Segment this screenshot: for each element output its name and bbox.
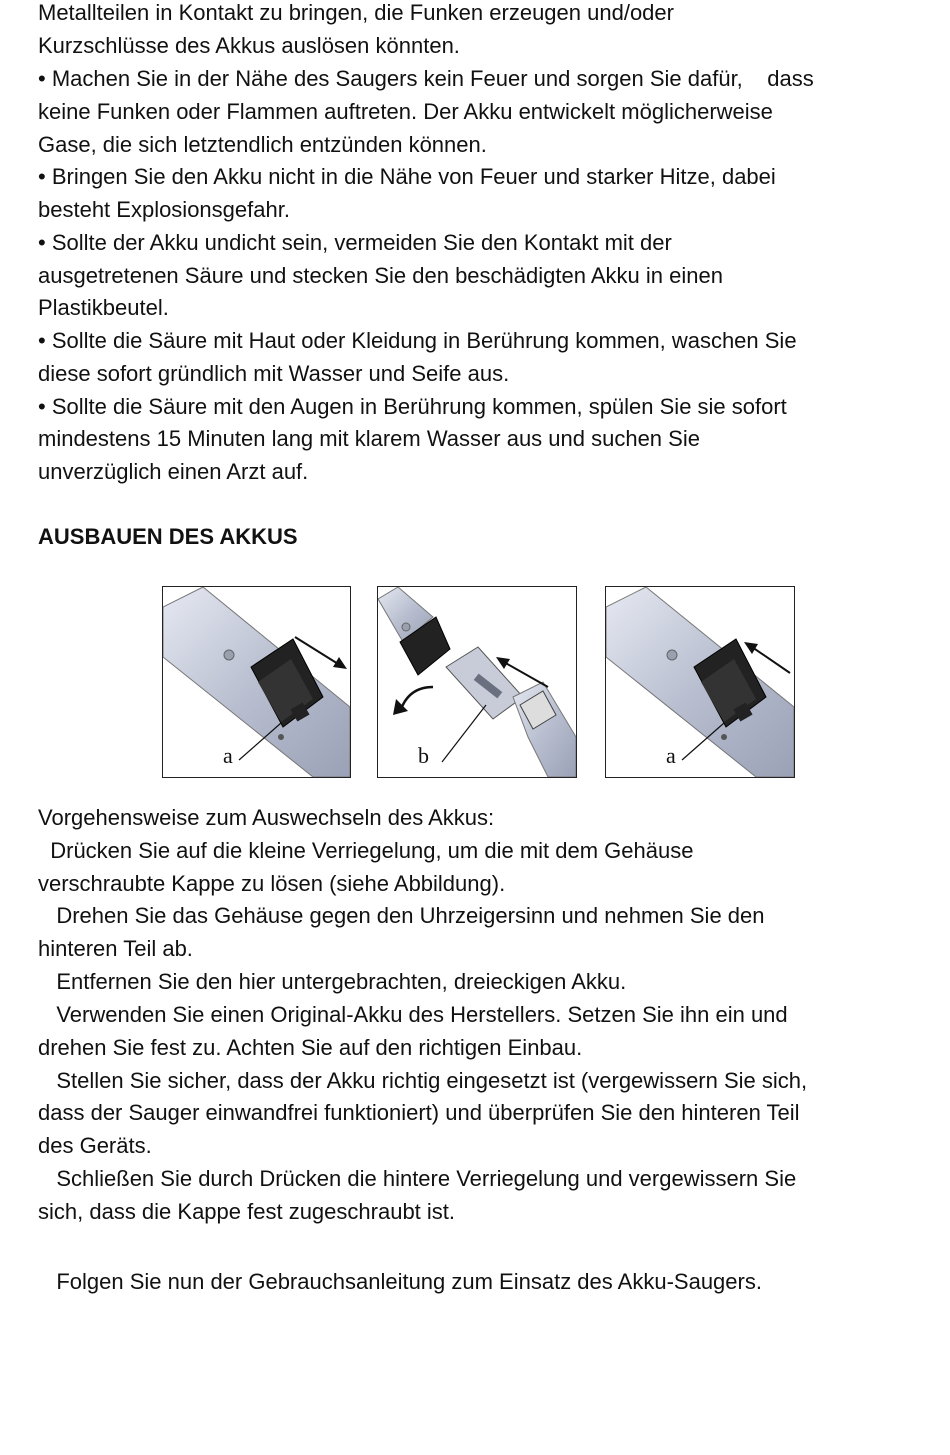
procedure-line: Stellen Sie sicher, dass der Akku richtig eingesetzt ist (vergewissern Sie sich, (38, 1068, 808, 1093)
figure-label: a (666, 743, 676, 768)
warning-line: diese sofort gründlich mit Wasser und Seife aus. (38, 361, 510, 386)
procedure-line: verschraubte Kappe zu lösen (siehe Abbildung). (38, 871, 506, 896)
procedure-line: Verwenden Sie einen Original-Akku des Herstellers. Setzen Sie ihn ein und (38, 1002, 788, 1027)
battery-removal-illustration (378, 587, 576, 777)
warning-line: Kurzschlüsse des Akkus auslösen könnten. (38, 33, 460, 58)
warning-line: Metallteilen in Kontakt zu bringen, die Funken erzeugen und/oder (38, 0, 674, 25)
figure-label: a (223, 743, 233, 768)
warning-line: keine Funken oder Flammen auftreten. Der Akku entwickelt möglicherweise (38, 99, 773, 124)
figure-cap-closed (162, 586, 351, 778)
procedure-line: des Geräts. (38, 1133, 152, 1158)
figure-label: b (418, 743, 429, 768)
warning-line: mindestens 15 Minuten lang mit klarem Wasser aus und suchen Sie (38, 426, 700, 451)
procedure-line: Drehen Sie das Gehäuse gegen den Uhrzeigersinn und nehmen Sie den (38, 903, 765, 928)
warning-line: unverzüglich einen Arzt auf. (38, 459, 309, 484)
closing-line: Folgen Sie nun der Gebrauchsanleitung zum Einsatz des Akku-Saugers. (38, 1269, 762, 1294)
procedure-line: Entfernen Sie den hier untergebrachten, dreieckigen Akku. (38, 969, 627, 994)
warning-line: Gase, die sich letztendlich entzünden können. (38, 132, 487, 157)
figure-cap-reattached (605, 586, 795, 778)
procedure-line: Drücken Sie auf die kleine Verriegelung, um die mit dem Gehäuse (38, 838, 694, 863)
warning-line: ausgetretenen Säure und stecken Sie den beschädigten Akku in einen (38, 263, 723, 288)
procedure-line: hinteren Teil ab. (38, 936, 193, 961)
warning-line: • Sollte der Akku undicht sein, vermeiden Sie den Kontakt mit der (38, 230, 672, 255)
section-heading: AUSBAUEN DES AKKUS (38, 524, 298, 549)
vacuum-tube-illustration (163, 587, 350, 777)
warning-line: • Sollte die Säure mit den Augen in Berührung kommen, spülen Sie sie sofort (38, 394, 787, 419)
warning-line: Plastikbeutel. (38, 295, 169, 320)
procedure-line: sich, dass die Kappe fest zugeschraubt ist. (38, 1199, 456, 1224)
vacuum-tube-illustration (606, 587, 794, 777)
procedure-line: Schließen Sie durch Drücken die hintere Verriegelung und vergewissern Sie (38, 1166, 797, 1191)
arrow-icon (752, 647, 790, 673)
figure-battery-removed (377, 586, 577, 778)
procedure-line: drehen Sie fest zu. Achten Sie auf den richtigen Einbau. (38, 1035, 583, 1060)
procedure-intro: Vorgehensweise zum Auswechseln des Akkus: (38, 805, 495, 830)
warning-line: besteht Explosionsgefahr. (38, 197, 290, 222)
warning-line: • Machen Sie in der Nähe des Saugers kein Feuer und sorgen Sie dafür, dass (38, 66, 814, 91)
warning-line: • Bringen Sie den Akku nicht in die Nähe von Feuer und starker Hitze, dabei (38, 164, 776, 189)
procedure-line: dass der Sauger einwandfrei funktioniert) und überprüfen Sie den hinteren Teil (38, 1100, 800, 1125)
warning-line: • Sollte die Säure mit Haut oder Kleidung in Berührung kommen, waschen Sie (38, 328, 797, 353)
